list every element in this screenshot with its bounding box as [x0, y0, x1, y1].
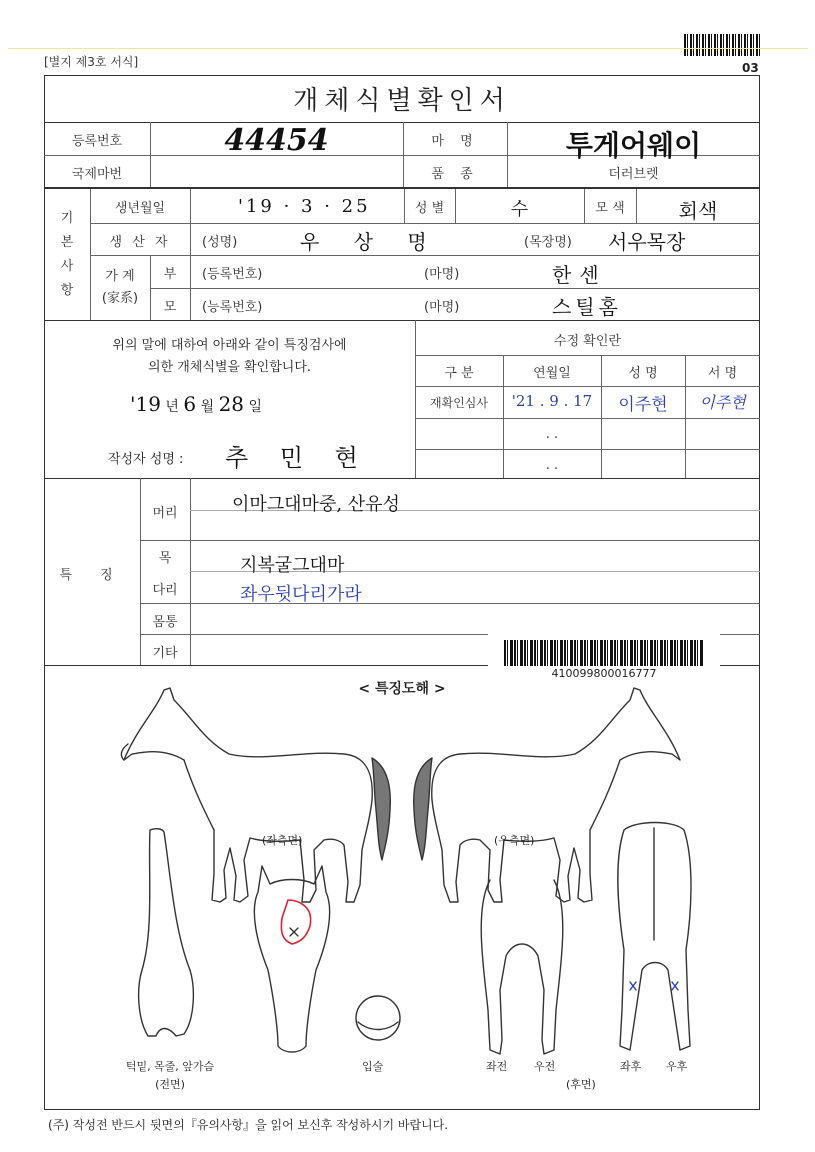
basic-section-label: 기 본 사 항 — [60, 211, 74, 298]
revision-row3-date: . . — [545, 458, 559, 473]
sire-label: 부 — [163, 267, 177, 282]
farm-value: 서우목장 — [608, 230, 686, 254]
header-rule — [8, 48, 808, 49]
rear-caption: (후면) — [566, 1078, 596, 1091]
revision-row-name: 이주현 — [618, 395, 668, 415]
front-legs-view — [481, 880, 563, 1054]
revision-row-date: '21 . 9 . 17 — [511, 392, 593, 410]
right-side-horse — [414, 688, 680, 902]
dam-value: 스틸홈 — [552, 295, 622, 319]
confirm-statement: 위의 말에 대하여 아래와 같이 특징검사에 의한 개체식별을 확인합니다. — [112, 338, 347, 375]
breed-label: 품 종 — [431, 167, 479, 182]
legs-value-1: 지복굴그대마 — [240, 555, 345, 576]
farm-hint: (목장명) — [524, 235, 572, 250]
pedigree-label: 가 계 (家系) — [101, 269, 139, 306]
head-label: 머리 — [152, 506, 178, 521]
sex-value: 수 — [510, 199, 529, 220]
revision-header-type: 구 분 — [444, 366, 474, 381]
neck-label: 목 — [158, 551, 172, 566]
horse-name-label: 마 명 — [431, 134, 479, 149]
legs-value-2: 좌우뒷다리가라 — [240, 584, 362, 605]
breed-value: 더러브렛 — [608, 167, 659, 182]
reg-no-label: 등록번호 — [71, 134, 123, 149]
producer-label: 생 산 자 — [109, 235, 171, 250]
front-chest-view — [139, 829, 194, 1036]
birth-value: '19 · 3 · 25 — [238, 196, 371, 217]
color-label: 모 색 — [595, 201, 625, 216]
hind-right-caption: 우후 — [666, 1060, 688, 1073]
reg-no-value: 44454 — [224, 123, 329, 158]
body-label: 몸통 — [152, 615, 178, 630]
page-number: 03 — [742, 61, 759, 75]
horse-name-value: 투게어웨이 — [565, 129, 702, 162]
barcode-bars — [504, 640, 704, 666]
confirm-date: '19 년 6 월 28 일 — [130, 392, 262, 416]
other-label: 기타 — [152, 646, 178, 661]
diagram-title: < 특징도해 > — [358, 681, 446, 697]
birth-label: 생년월일 — [114, 201, 166, 216]
sire-value: 한센 — [552, 263, 607, 287]
form-label: [별지 제3호 서식] — [44, 55, 139, 69]
left-side-horse — [121, 688, 390, 902]
writer-label: 작성자 성명 : — [108, 452, 184, 467]
sex-label: 성 별 — [414, 201, 445, 216]
revision-header-name: 성 명 — [628, 366, 658, 381]
front-caption: 턱밑, 목줄, 앞가슴 (전면) — [125, 1060, 215, 1091]
color-value: 회색 — [678, 199, 718, 223]
right-side-caption: (우측면) — [494, 834, 535, 847]
producer-name-value: 우 상 명 — [300, 230, 441, 254]
lips-caption: 입술 — [362, 1060, 384, 1073]
left-side-caption: (좌측면) — [262, 834, 303, 847]
dam-name-hint: (마명) — [424, 300, 460, 315]
sire-reg-hint: (등록번호) — [202, 267, 263, 282]
face-view — [254, 866, 329, 1052]
intl-no-label: 국제마번 — [71, 167, 123, 182]
sire-name-hint: (마명) — [424, 267, 460, 282]
top-barcode — [684, 34, 760, 56]
legs-label: 다리 — [152, 583, 178, 598]
horse-diagram — [44, 670, 760, 1110]
revision-row-type: 재확인심사 — [430, 396, 488, 410]
front-right-caption: 우전 — [534, 1060, 556, 1073]
head-value: 이마그대마중, 산유성 — [232, 494, 400, 515]
features-section-label: 특 징 — [59, 568, 125, 583]
revision-row-sign: 이주현 — [699, 393, 746, 412]
producer-name-hint: (성명) — [202, 235, 238, 250]
dam-reg-hint: (능록번호) — [202, 300, 263, 315]
form-title: 개체식별확인서 — [293, 86, 511, 116]
hind-left-caption: 좌후 — [620, 1060, 642, 1073]
lips-view — [356, 996, 400, 1040]
hind-legs-view — [618, 823, 691, 1051]
revision-header-sign: 서 명 — [707, 366, 738, 381]
revision-header-date: 연월일 — [533, 366, 571, 381]
barcode-number: 410099800016777 — [551, 667, 657, 680]
writer-signature: 추 민 현 — [225, 444, 370, 472]
revision-row2-date: . . — [545, 427, 559, 442]
revision-title: 수정 확인란 — [554, 334, 621, 349]
dam-label: 모 — [163, 300, 177, 315]
front-left-caption: 좌전 — [486, 1060, 508, 1073]
footer-note: (주) 작성전 반드시 뒷면의『유의사항』을 읽어 보신후 작성하시기 바랍니다. — [48, 1118, 449, 1132]
